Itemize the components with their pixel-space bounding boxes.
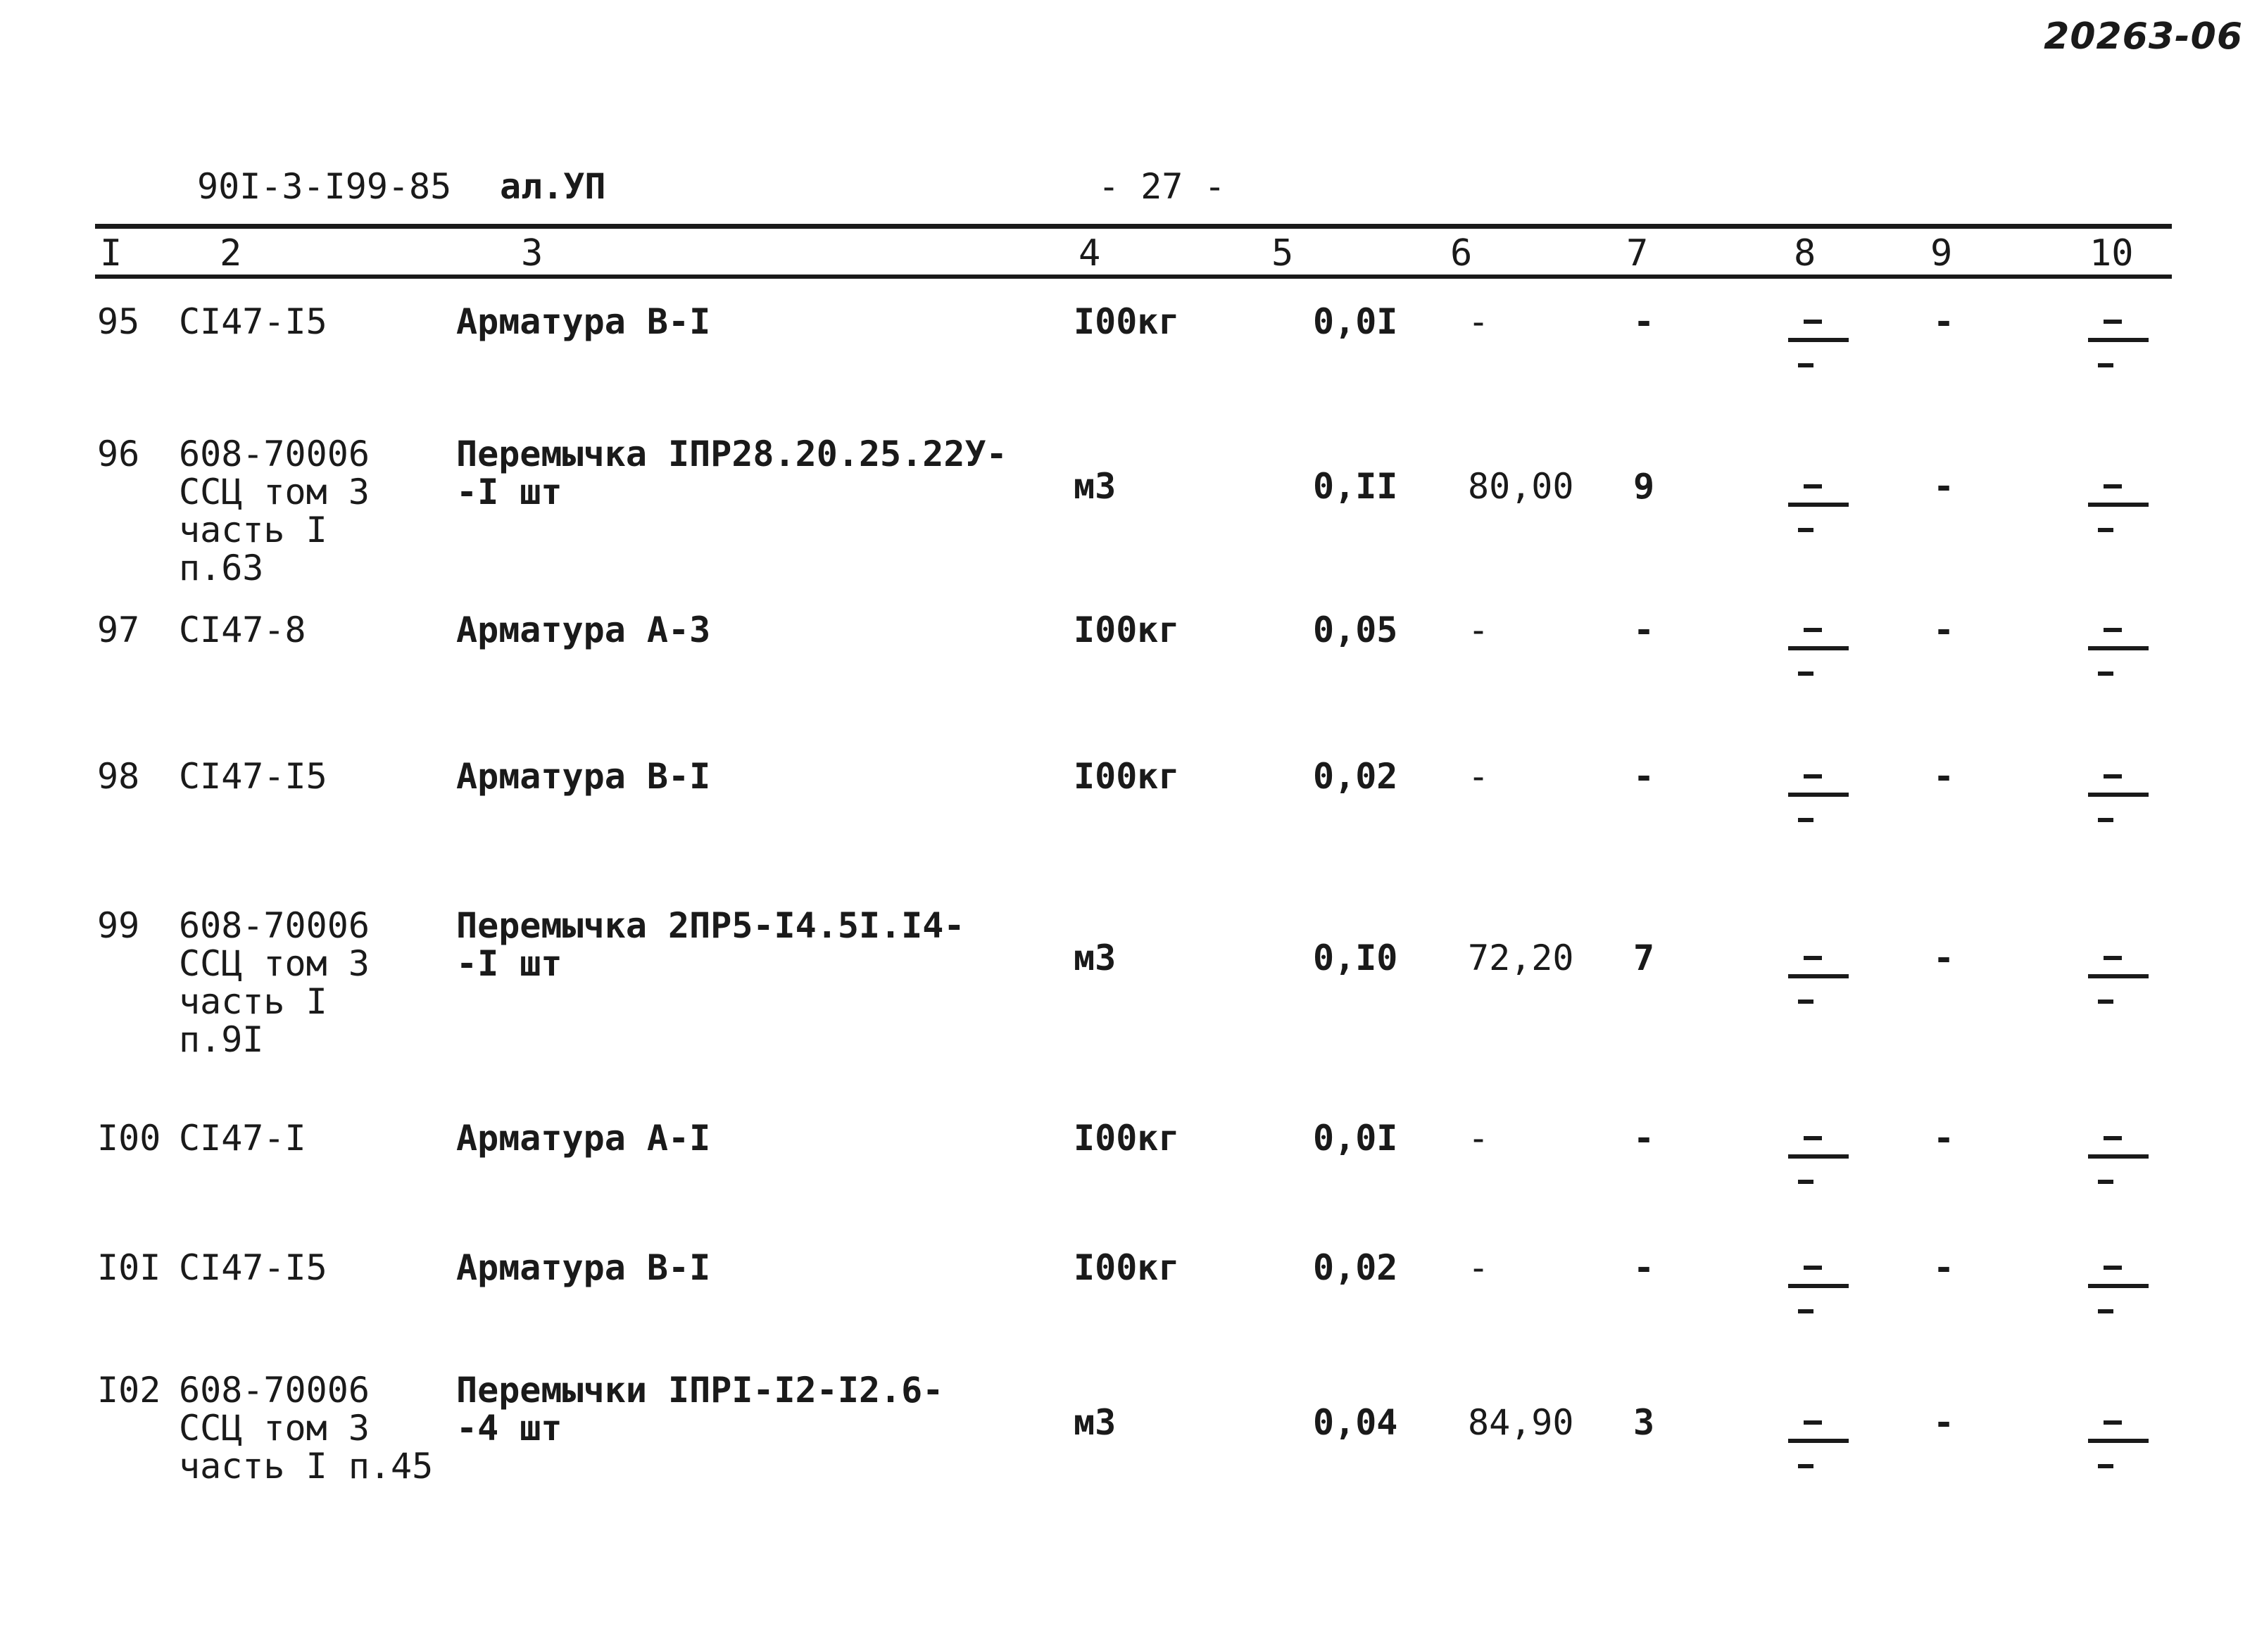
total-cost: 3 — [1633, 1402, 1655, 1443]
unit-price: - — [1468, 1247, 1490, 1288]
item-name: Арматура В-I — [456, 1247, 711, 1288]
fraction-mark — [1788, 1260, 1852, 1344]
page-number: - 27 - — [1098, 166, 1226, 207]
unit-price: - — [1468, 756, 1490, 797]
fraction-mark — [1788, 479, 1852, 563]
unit: м3 — [1074, 466, 1117, 507]
unit-price: 80,00 — [1468, 466, 1574, 507]
sheet-label: ал.УП — [500, 166, 606, 207]
total-cost: - — [1633, 610, 1655, 650]
fraction-mark — [1788, 622, 1852, 707]
norm-code: CI47-I5 — [179, 1247, 327, 1288]
quantity: 0,II — [1313, 466, 1398, 507]
norm-code: 608-70006 ССЦ том 3 часть I п.63 — [179, 434, 370, 588]
document-number: 20263-06 — [2044, 15, 2243, 58]
fraction-mark — [2088, 314, 2151, 398]
quantity: 0,04 — [1313, 1402, 1398, 1443]
column-header-4: 4 — [1079, 232, 1101, 275]
norm-code: 608-70006 ССЦ том 3 часть I п.9I — [179, 905, 370, 1060]
unit-price: - — [1468, 301, 1490, 342]
page-header — [197, 166, 1253, 215]
column-header-10: 10 — [2089, 232, 2134, 275]
column-header-row — [0, 229, 2257, 275]
column-9-value: - — [1933, 938, 1955, 978]
norm-code: CI47-I5 — [179, 301, 327, 342]
total-cost: 9 — [1633, 466, 1655, 507]
unit: I00кг — [1074, 1247, 1180, 1288]
fraction-mark — [2088, 1260, 2151, 1344]
quantity: 0,02 — [1313, 1247, 1398, 1288]
quantity: 0,I0 — [1313, 938, 1398, 978]
header-bottom-rule — [95, 275, 2172, 279]
column-header-8: 8 — [1794, 232, 1816, 275]
quantity: 0,05 — [1313, 610, 1398, 650]
fraction-mark — [1788, 950, 1852, 1035]
item-name: Арматура А-3 — [456, 610, 711, 650]
fraction-mark — [1788, 314, 1852, 398]
column-header-6: 6 — [1450, 232, 1473, 275]
unit-price: - — [1468, 1118, 1490, 1159]
row-number: 98 — [97, 756, 140, 797]
fraction-mark — [2088, 1130, 2151, 1215]
row-number: I02 — [97, 1370, 161, 1411]
column-header-7: 7 — [1626, 232, 1649, 275]
unit: I00кг — [1074, 610, 1180, 650]
item-name: Перемычка 2ПР5-I4.5I.I4- -I шт — [456, 905, 965, 984]
row-number: I0I — [97, 1247, 161, 1288]
row-number: 96 — [97, 434, 140, 474]
item-name: Арматура В-I — [456, 756, 711, 797]
fraction-mark — [2088, 479, 2151, 563]
quantity: 0,0I — [1313, 301, 1398, 342]
unit-price: 84,90 — [1468, 1402, 1574, 1443]
unit-price: - — [1468, 610, 1490, 650]
column-header-2: 2 — [220, 232, 242, 275]
fraction-mark — [2088, 622, 2151, 707]
fraction-mark — [2088, 1415, 2151, 1499]
quantity: 0,0I — [1313, 1118, 1398, 1159]
item-name: Перемычки IПРI-I2-I2.6- -4 шт — [456, 1370, 944, 1449]
quantity: 0,02 — [1313, 756, 1398, 797]
column-header-3: 3 — [521, 232, 543, 275]
item-name: Арматура В-I — [456, 301, 711, 342]
unit-price: 72,20 — [1468, 938, 1574, 978]
total-cost: - — [1633, 1118, 1655, 1159]
total-cost: - — [1633, 756, 1655, 797]
column-9-value: - — [1933, 756, 1955, 797]
item-name: Перемычка IПР28.20.25.22У- -I шт — [456, 434, 1007, 512]
norm-code: CI47-8 — [179, 610, 306, 650]
fraction-mark — [2088, 769, 2151, 853]
total-cost: - — [1633, 301, 1655, 342]
column-header-1: I — [100, 232, 122, 275]
fraction-mark — [2088, 950, 2151, 1035]
fraction-mark — [1788, 1415, 1852, 1499]
row-number: 99 — [97, 905, 140, 946]
column-9-value: - — [1933, 1402, 1955, 1443]
row-number: 95 — [97, 301, 140, 342]
unit: I00кг — [1074, 1118, 1180, 1159]
column-9-value: - — [1933, 1118, 1955, 1159]
unit: I00кг — [1074, 301, 1180, 342]
total-cost: 7 — [1633, 938, 1655, 978]
column-9-value: - — [1933, 610, 1955, 650]
column-9-value: - — [1933, 1247, 1955, 1288]
item-name: Арматура А-I — [456, 1118, 711, 1159]
unit: I00кг — [1074, 756, 1180, 797]
column-header-5: 5 — [1271, 232, 1294, 275]
project-code: 90I-3-I99-85 — [197, 166, 452, 207]
column-header-9: 9 — [1930, 232, 1953, 275]
norm-code: CI47-I5 — [179, 756, 327, 797]
fraction-mark — [1788, 1130, 1852, 1215]
norm-code: 608-70006 ССЦ том 3 часть I п.45 — [179, 1370, 434, 1487]
total-cost: - — [1633, 1247, 1655, 1288]
fraction-mark — [1788, 769, 1852, 853]
row-number: 97 — [97, 610, 140, 650]
column-9-value: - — [1933, 301, 1955, 342]
norm-code: CI47-I — [179, 1118, 306, 1159]
unit: м3 — [1074, 938, 1117, 978]
column-9-value: - — [1933, 466, 1955, 507]
table-top-rule — [95, 224, 2172, 229]
unit: м3 — [1074, 1402, 1117, 1443]
row-number: I00 — [97, 1118, 161, 1159]
